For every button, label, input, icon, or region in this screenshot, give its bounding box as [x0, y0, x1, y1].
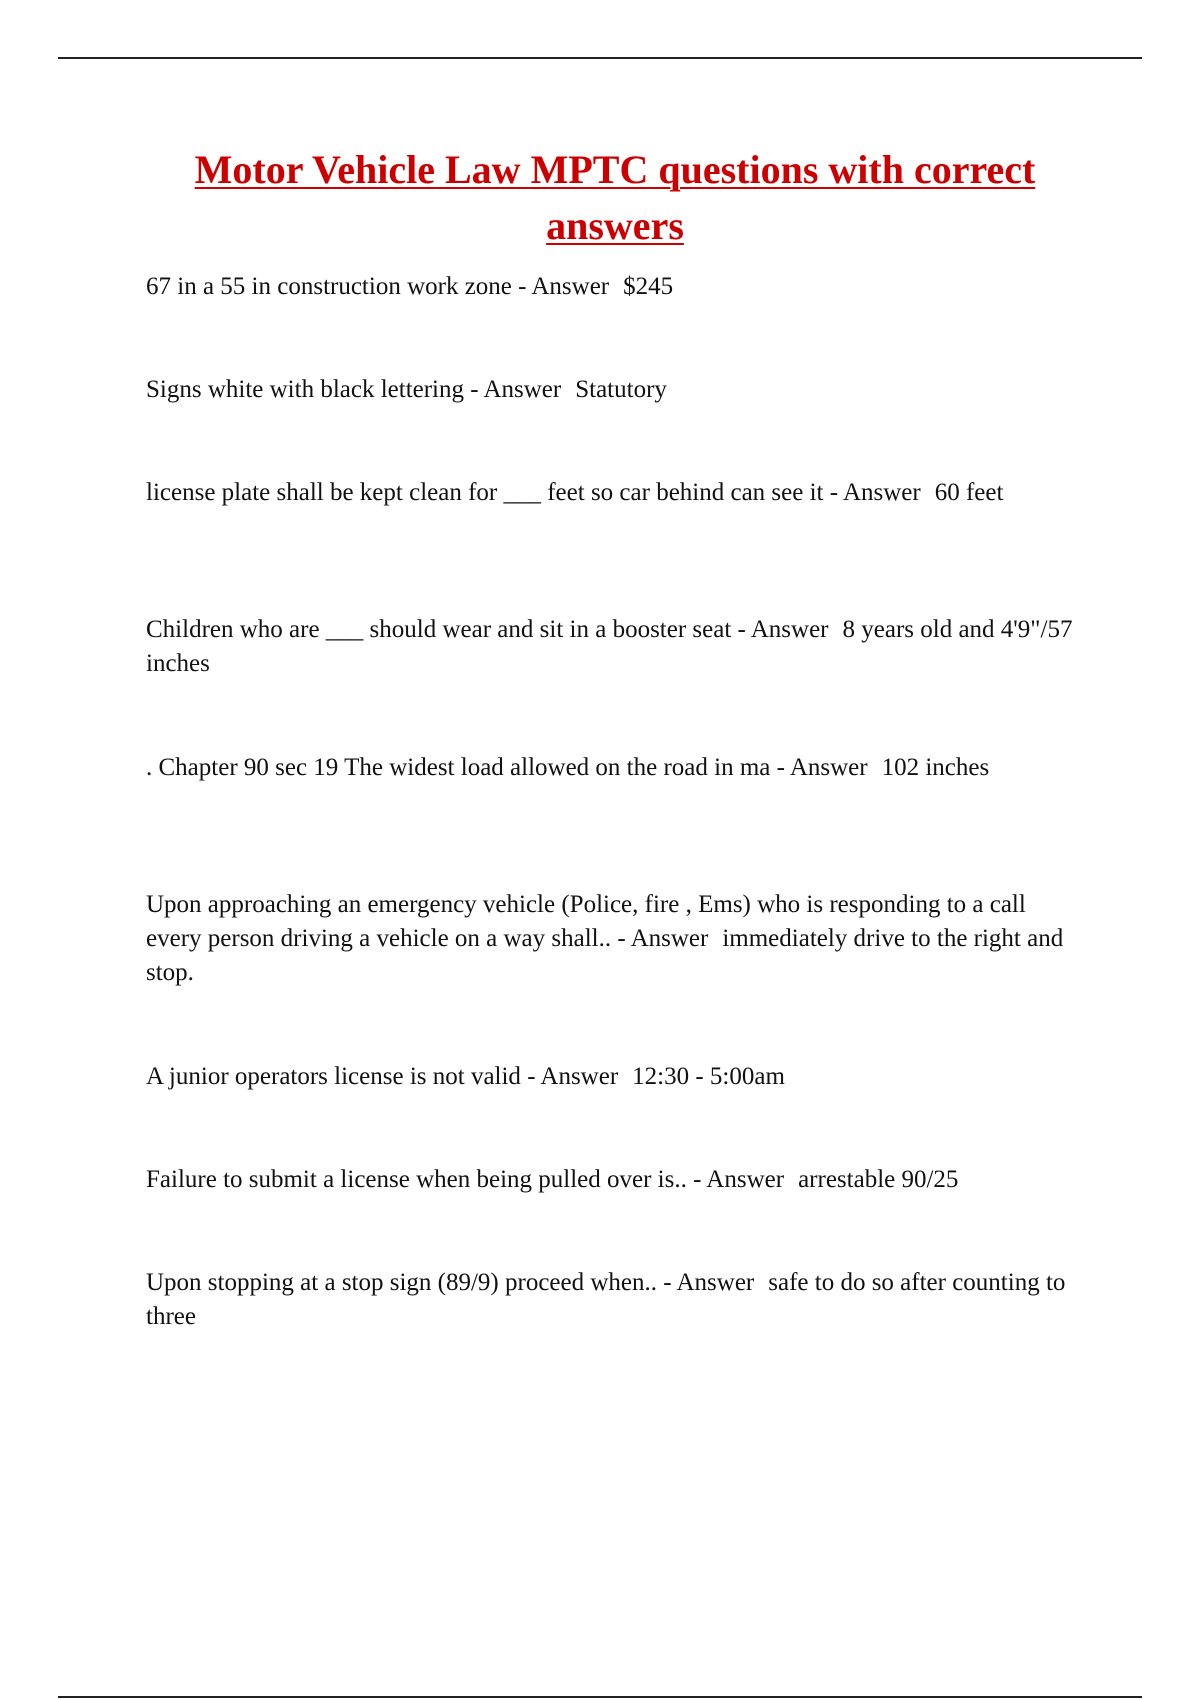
qa-item-2: [146, 373, 1086, 407]
qa-answer: safe to do so after counting to three: [146, 1269, 1066, 1330]
answer-separator: - Answer: [464, 376, 562, 403]
answer-separator: - Answer: [731, 616, 829, 643]
qa-answer: 12:30 - 5:00am: [632, 1063, 785, 1090]
qa-item-7: [146, 1060, 1086, 1094]
qa-answer: immediately drive to the right and stop.: [146, 925, 1064, 986]
qa-answer: $245: [623, 273, 674, 300]
qa-question: license plate shall be kept clean for ___ feet so car behind can see it: [146, 479, 824, 506]
qa-item-1: [146, 270, 1086, 304]
qa-question: Failure to submit a license when being pulled over is..: [146, 1166, 687, 1193]
qa-question: Upon stopping at a stop sign (89/9) proceed when..: [146, 1269, 658, 1296]
qa-answer: Statutory: [575, 376, 667, 403]
footer-rule: [58, 1696, 1142, 1698]
qa-question: A junior operators license is not valid: [146, 1063, 521, 1090]
qa-item-3: [146, 476, 1086, 510]
qa-answer: 8 years old and 4'9"/57 inches: [146, 616, 1073, 677]
qa-item-9: [146, 1266, 1086, 1334]
answer-separator: - Answer: [770, 754, 868, 781]
qa-answer: arrestable 90/25: [798, 1166, 959, 1193]
qa-question: Children who are ___ should wear and sit in a booster seat: [146, 616, 732, 643]
qa-question: Signs white with black lettering: [146, 376, 465, 403]
answer-separator: - Answer: [611, 925, 709, 952]
document-title: Motor Vehicle Law MPTC questions with correct answers: [194, 147, 1036, 248]
qa-question: 67 in a 55 in construction work zone: [146, 273, 512, 300]
qa-item-5: [146, 751, 1086, 785]
answer-separator: - Answer: [520, 1063, 619, 1090]
qa-item-8: [146, 1163, 1086, 1197]
qa-answer: 102 inches: [881, 754, 990, 781]
qa-answer: 60 feet: [934, 479, 1004, 506]
qa-question: . Chapter 90 sec 19 The widest load allowed on the road in ma: [146, 754, 771, 781]
qa-item-6: [146, 888, 1086, 990]
header-rule: [58, 57, 1142, 59]
answer-separator: - Answer: [686, 1166, 785, 1193]
qa-item-4: [146, 613, 1086, 681]
answer-separator: - Answer: [511, 273, 610, 300]
qa-question: Upon approaching an emergency vehicle (Police, fire , Ems) who is responding to a call every person driving a vehicle on a way shall..: [146, 891, 1026, 952]
answer-separator: - Answer: [823, 479, 921, 506]
answer-separator: - Answer: [657, 1269, 755, 1296]
